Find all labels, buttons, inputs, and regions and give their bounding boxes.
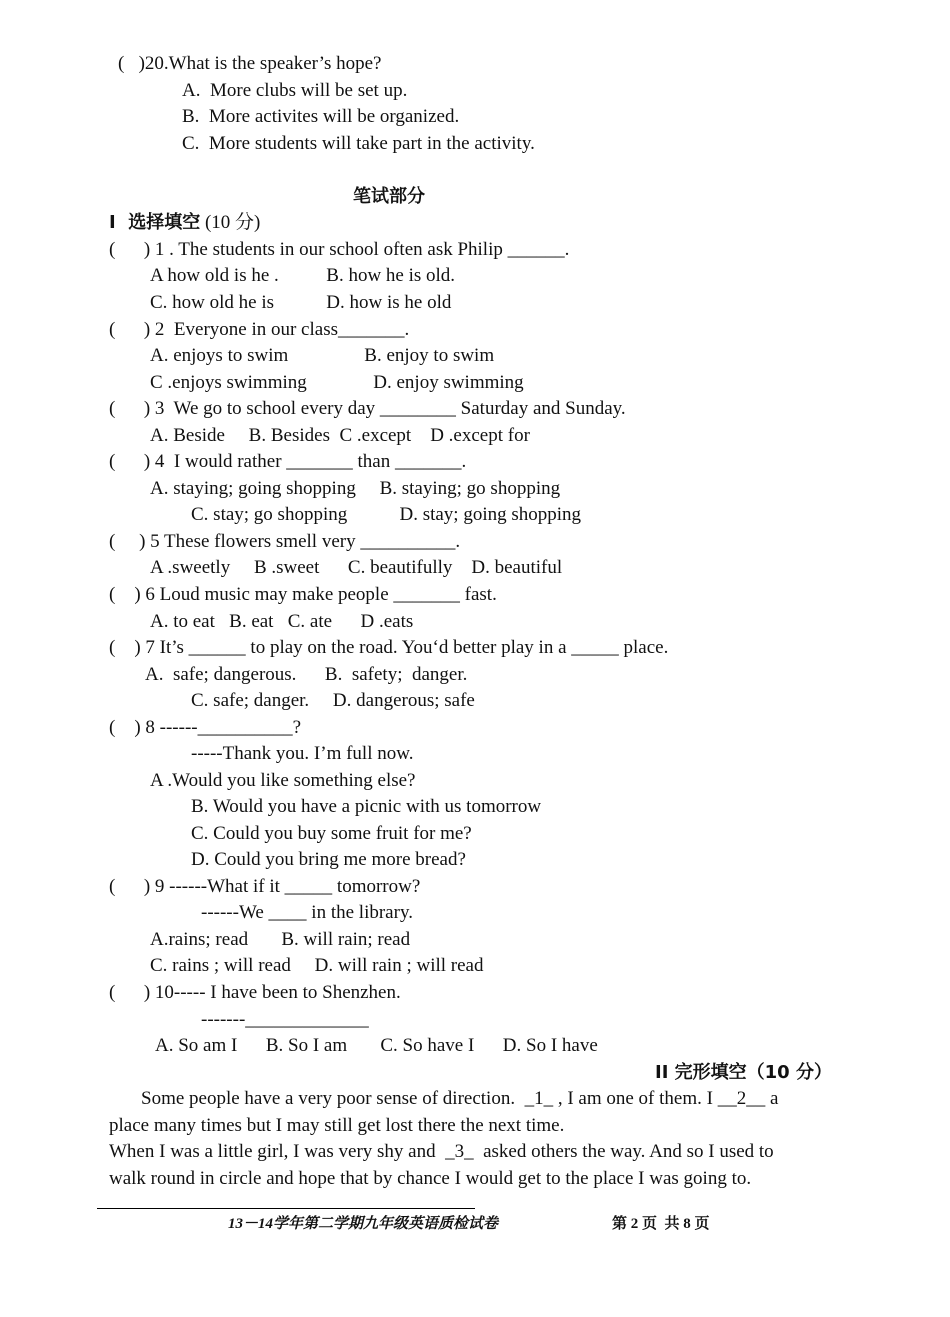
footer-rule [97,1208,475,1209]
q2-options-ab: A. enjoys to swim B. enjoy to swim [150,345,495,366]
q4-stem: ( ) 4 I would rather _______ than _______. [109,451,467,472]
q1-stem: ( ) 1 . The students in our school often ask Philip ______. [109,239,570,260]
q6-options: A. to eat B. eat C. ate D .eats [150,611,414,632]
q1-options-cd: C. how old he is D. how is he old [150,292,452,313]
section-1-heading-row [109,210,260,236]
q3-options: A. Beside B. Besides C .except D .except for [150,425,530,446]
q9-options-ab: A.rains; read B. will rain; read [150,929,411,950]
question-20-option-c: C. More students will take part in the activity. [182,133,535,154]
cloze-line-4: walk round in circle and hope that by chance I would get to the place I was going to. [109,1168,752,1189]
q8-option-a: A .Would you like something else? [150,770,416,791]
cloze-line-2: place many times but I may still get lost there the next time. [109,1115,565,1136]
footer-page-number: 第 2 页 共 8 页 [612,1216,710,1232]
section-2-heading: II 完形填空（10 分） [655,1062,832,1083]
cloze-line-1: Some people have a very poor sense of direction. _1_ , I am one of them. I __2__ a [141,1088,779,1109]
q2-options-cd: C .enjoys swimming D. enjoy swimming [150,372,524,393]
q5-options: A .sweetly B .sweet C. beautifully D. beautiful [150,557,563,578]
section-1-heading: I 选择填空 [109,212,201,233]
q7-options-cd: C. safe; danger. D. dangerous; safe [191,690,475,711]
q4-options-ab: A. staying; going shopping B. staying; go shopping [150,478,561,499]
footer-exam-title: 13－14学年第二学期九年级英语质检试卷 [228,1216,499,1232]
q3-stem: ( ) 3 We go to school every day ________ Saturday and Sunday. [109,398,626,419]
written-part-title: 笔试部分 [353,186,425,207]
q10-reply: -------_____________ [201,1009,369,1030]
q8-option-b: B. Would you have a picnic with us tomorrow [191,796,542,817]
q8-reply: -----Thank you. I’m full now. [191,743,414,764]
section-1-points: (10 分) [200,212,261,233]
q9-reply: ------We ____ in the library. [201,902,413,923]
cloze-line-3: When I was a little girl, I was very shy and _3_ asked others the way. And so I used to [109,1141,774,1162]
q10-stem: ( ) 10----- I have been to Shenzhen. [109,982,401,1003]
q6-stem: ( ) 6 Loud music may make people _______ fast. [109,584,497,605]
q10-options: A. So am I B. So I am C. So have I D. So I have [155,1035,598,1056]
q7-stem: ( ) 7 It’s ______ to play on the road. You‘d better play in a _____ place. [109,637,669,658]
q5-stem: ( ) 5 These flowers smell very __________. [109,531,461,552]
q2-stem: ( ) 2 Everyone in our class_______. [109,319,410,340]
q8-stem: ( ) 8 ------__________? [109,717,302,738]
question-20-option-b: B. More activites will be organized. [182,106,460,127]
q8-option-c: C. Could you buy some fruit for me? [191,823,472,844]
question-20-option-a: A. More clubs will be set up. [182,80,408,101]
q1-options-ab: A how old is he . B. how he is old. [150,265,456,286]
question-20-stem: ( )20.What is the speaker’s hope? [118,53,382,74]
q8-option-d: D. Could you bring me more bread? [191,849,466,870]
q9-options-cd: C. rains ; will read D. will rain ; will read [150,955,484,976]
q4-options-cd: C. stay; go shopping D. stay; going shopping [191,504,582,525]
q7-options-ab: A. safe; dangerous. B. safety; danger. [145,664,468,685]
q9-stem: ( ) 9 ------What if it _____ tomorrow? [109,876,421,897]
